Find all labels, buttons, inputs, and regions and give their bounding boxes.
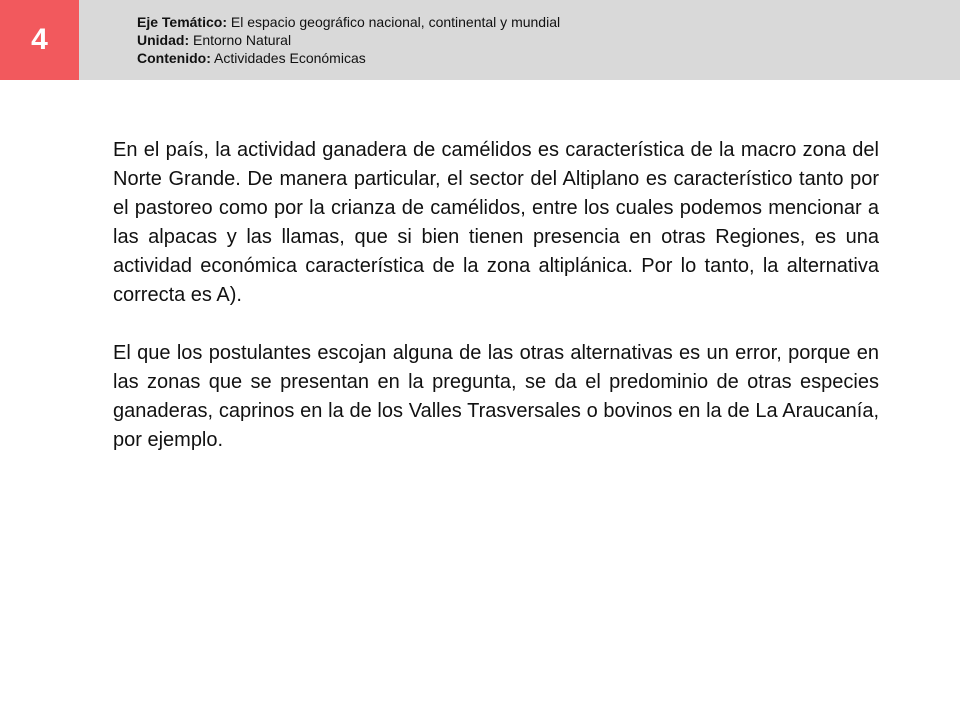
unidad-label: Unidad:: [137, 32, 190, 48]
header-meta: [137, 13, 560, 67]
contenido-label: Contenido:: [137, 50, 211, 66]
unidad: [137, 31, 560, 49]
paragraph-1: En el país, la actividad ganadera de camélidos es característica de la macro zona del Norte Grande. De manera particular, el sector del Altiplano es característico tanto por el pastoreo como por la crianza de camélidos, entre los cuales podemos mencionar a las alpacas y las llamas, que si bien tienen presencia en otras Regiones, es una actividad económica característica de la zona altiplánica. Por lo tanto, la alternativa correcta es A).: [113, 139, 879, 306]
unidad-value: Entorno Natural: [193, 32, 292, 48]
eje-tematico: [137, 13, 560, 31]
eje-label: Eje Temático:: [137, 14, 227, 30]
contenido: [137, 49, 560, 67]
header-band: [0, 0, 960, 80]
paragraph-2: El que los postulantes escojan alguna de las otras alternativas es un error, porque en las zonas que se presentan en la pregunta, se da el predominio de otras especies ganaderas, caprinos en la de los Valles Trasversales o bovinos en la de La Araucanía, por ejemplo.: [113, 342, 879, 451]
eje-value: El espacio geográfico nacional, continental y mundial: [230, 14, 561, 30]
contenido-value: Actividades Económicas: [214, 50, 366, 66]
body-text: [113, 136, 879, 484]
question-number: 4: [0, 0, 79, 80]
